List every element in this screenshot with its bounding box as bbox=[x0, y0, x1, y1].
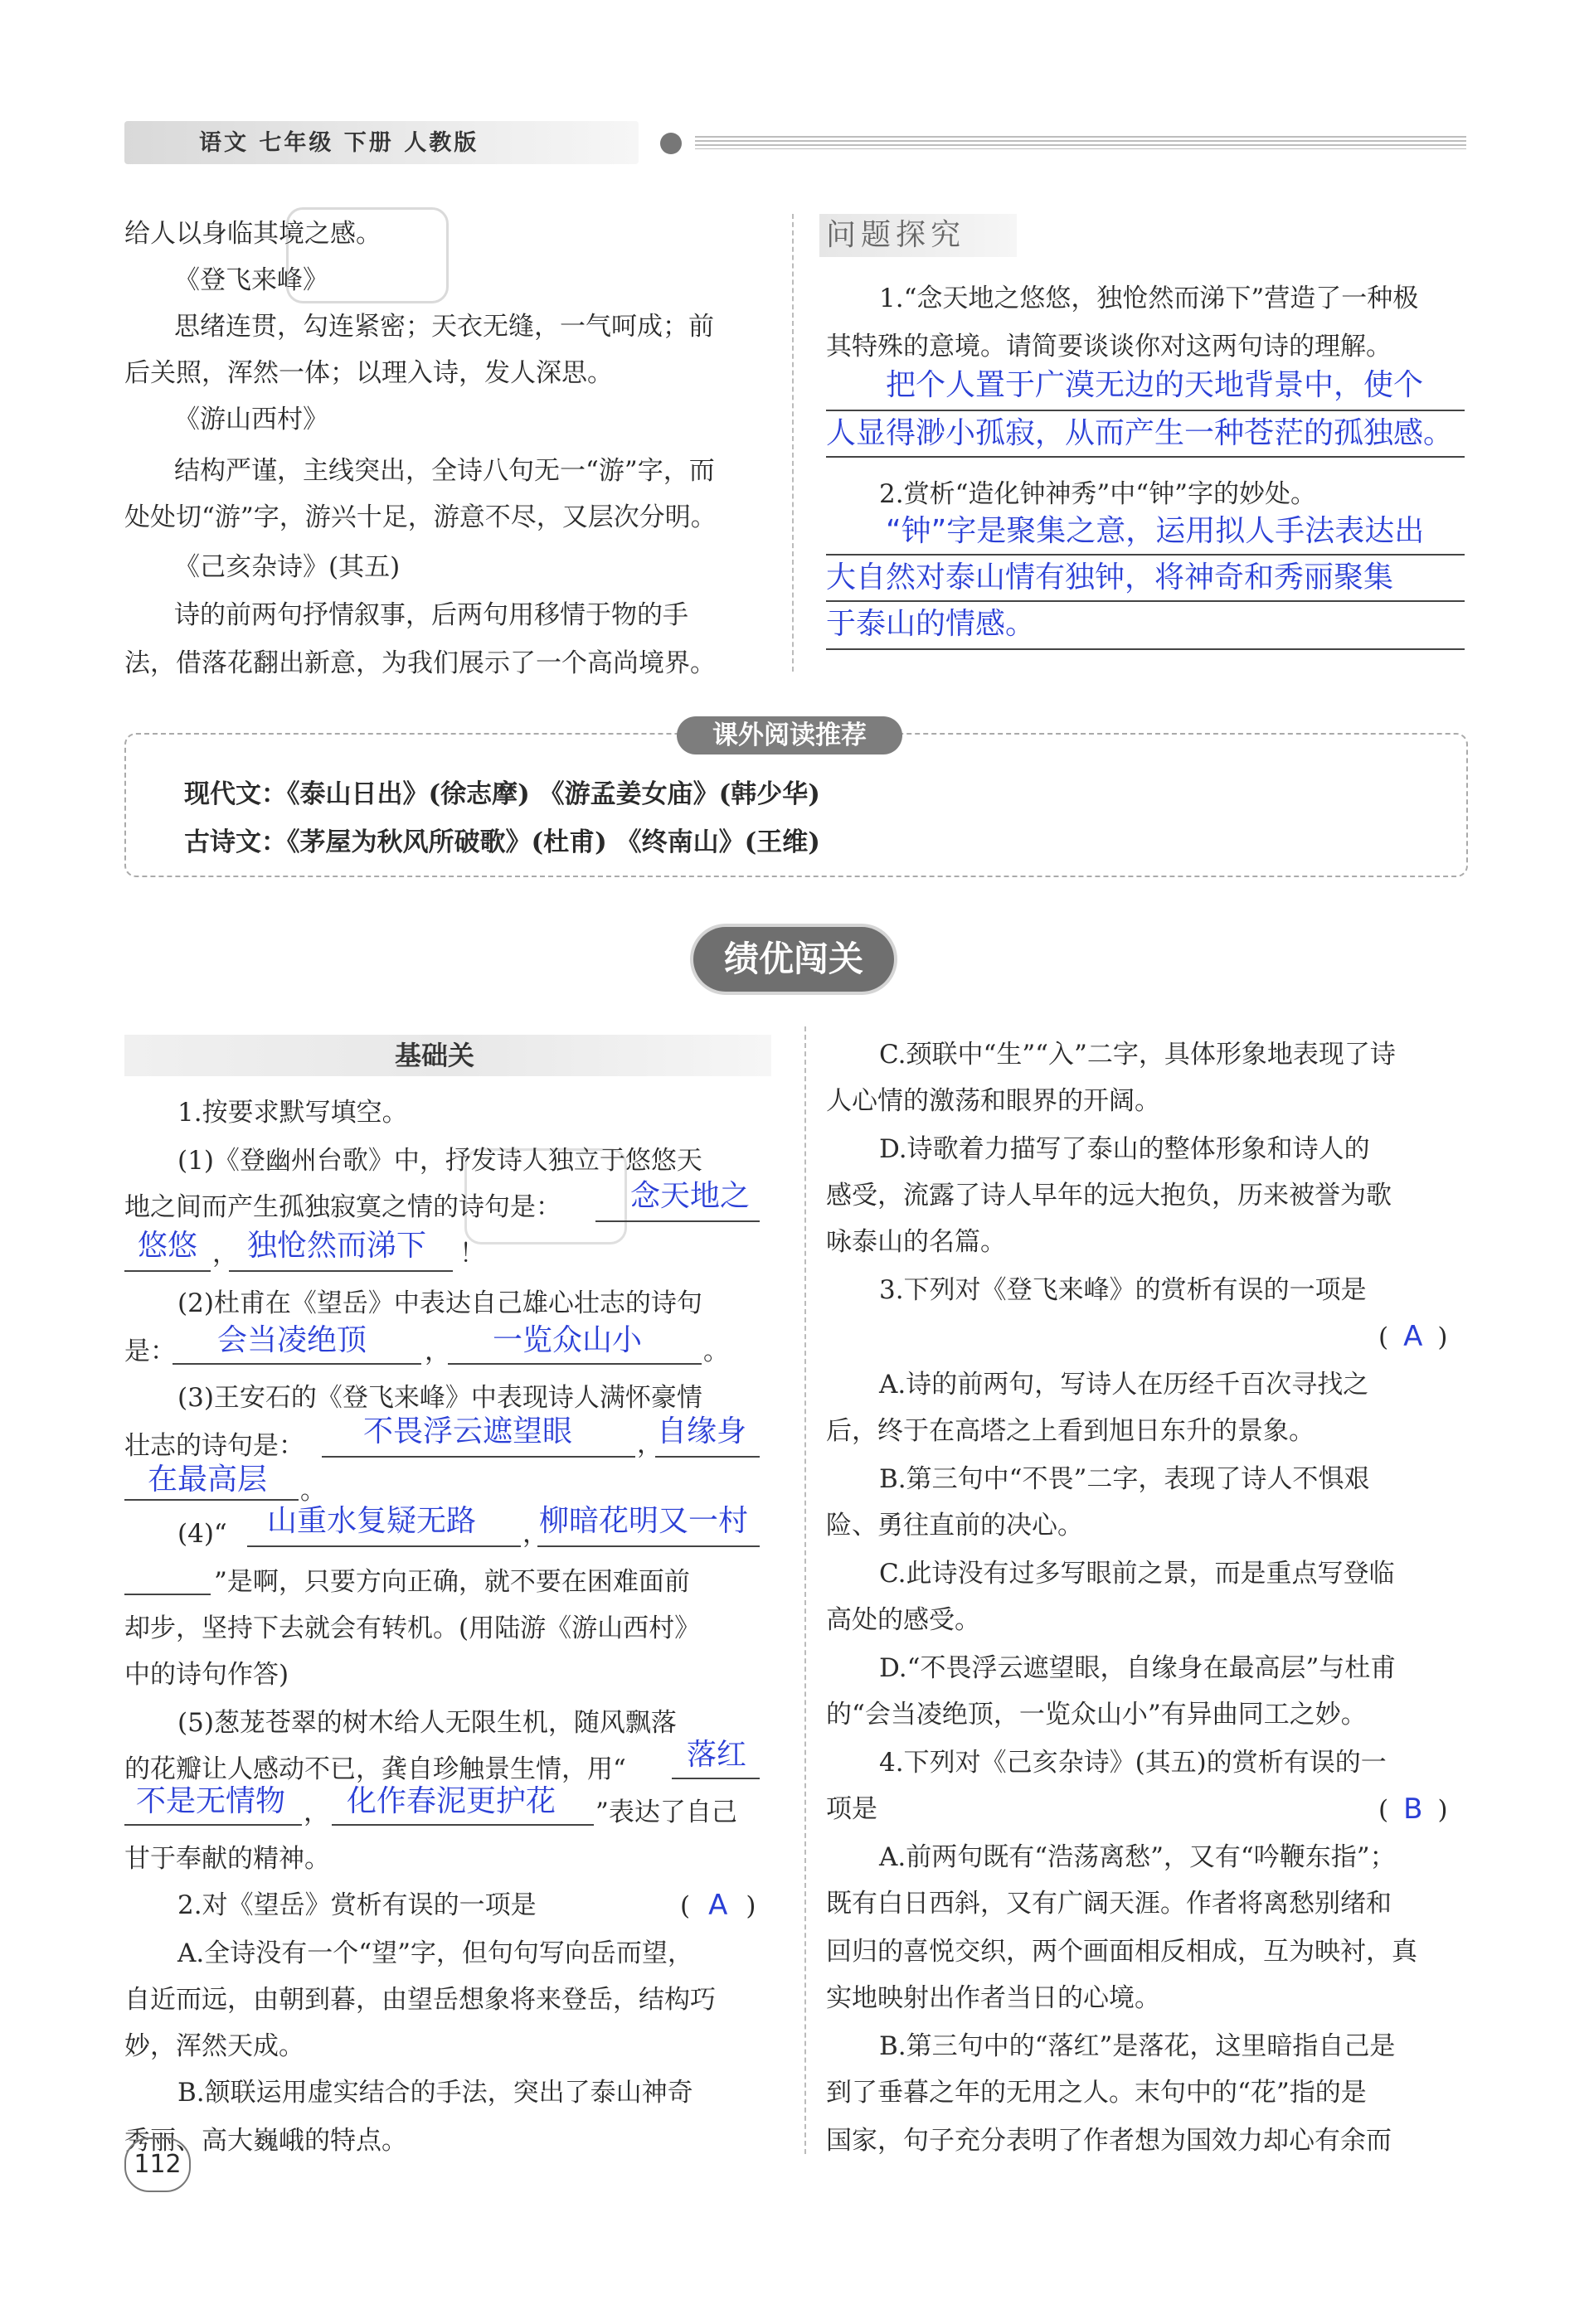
blank-line bbox=[595, 1220, 760, 1222]
option-text: 自近而远，由朝到暮，由望岳想象将来登岳，结构巧 bbox=[124, 1985, 716, 2015]
question-text: 1.“念天地之悠悠，独怆然而涕下”营造了一种极 bbox=[879, 284, 1419, 313]
option-text: 秀丽、高大巍峨的特点。 bbox=[124, 2126, 407, 2156]
question-text: 3.下列对《登飞来峰》的赏析有误的一项是 bbox=[879, 1275, 1367, 1305]
section-title: 绩优闯关 bbox=[693, 927, 894, 992]
blank-line bbox=[537, 1545, 760, 1547]
question-text: 中的诗句作答) bbox=[124, 1660, 289, 1690]
option-text: 的“会当凌绝顶，一览众山小”有异曲同工之妙。 bbox=[826, 1700, 1367, 1730]
answer-handwriting: “钟”字是聚集之意，运用拟人手法表达出 bbox=[886, 514, 1425, 548]
option-text: 人心情的激荡和眼界的开阔。 bbox=[826, 1086, 1160, 1116]
fill-answer: 自缘身 bbox=[657, 1414, 747, 1448]
question-text: ”表达了自己 bbox=[595, 1798, 737, 1827]
fill-answer: 念天地之 bbox=[630, 1179, 751, 1213]
choice-answer: A bbox=[1403, 1320, 1423, 1353]
reading-modern: 现代文：《泰山日出》(徐志摩) 《游孟姜女庙》(韩少华) bbox=[184, 779, 820, 809]
fill-answer: 一览众山小 bbox=[493, 1323, 643, 1357]
note-heading: 《登飞来峰》 bbox=[174, 265, 328, 295]
blank-line bbox=[332, 1824, 594, 1826]
answer-handwriting: 把个人置于广漠无边的天地背景中，使个 bbox=[886, 368, 1424, 402]
fill-answer: 化作春泥更护花 bbox=[347, 1784, 556, 1818]
option-text: 妙，浑然天成。 bbox=[124, 2031, 304, 2061]
sub-title: 基础关 bbox=[395, 1040, 475, 1071]
punctuation: ， bbox=[212, 1239, 238, 1269]
header-dot-icon bbox=[660, 133, 682, 154]
option-text: 到了垂暮之年的无用之人。末句中的“花”指的是 bbox=[826, 2078, 1367, 2108]
option-text: 感受，流露了诗人早年的远大抱负，历来被誉为歌 bbox=[826, 1181, 1392, 1211]
option-text: 回归的喜悦交织，两个画面相反相成，互为映衬，真 bbox=[826, 1937, 1417, 1967]
note-line: 诗的前两句抒情叙事，后两句用移情于物的手 bbox=[174, 600, 688, 630]
column-divider bbox=[804, 1026, 806, 2154]
option-text: C.颈联中“生”“入”二字，具体形象地表现了诗 bbox=[879, 1040, 1396, 1070]
question-text: (2)杜甫在《望岳》中表达自己雄心壮志的诗句 bbox=[177, 1288, 702, 1318]
answer-line bbox=[826, 456, 1465, 458]
answer-bracket: ( A ) bbox=[1378, 1320, 1448, 1353]
question-text: 4.下列对《己亥杂诗》(其五)的赏析有误的一 bbox=[879, 1748, 1387, 1778]
question-text: 甘于奉献的精神。 bbox=[124, 1844, 330, 1874]
blank-line bbox=[124, 1824, 302, 1826]
option-text: A.全诗没有一个“望”字，但句句写向岳而望， bbox=[177, 1938, 693, 1968]
blank-line bbox=[322, 1456, 635, 1458]
fill-answer: 不是无情物 bbox=[136, 1784, 286, 1818]
punctuation: ！ bbox=[459, 1239, 485, 1269]
note-line: 思绪连贯，勾连紧密；天衣无缝，一气呵成；前 bbox=[174, 312, 714, 342]
fill-answer: 山重水复疑无路 bbox=[267, 1504, 477, 1538]
reading-classical: 古诗文：《茅屋为秋风所破歌》(杜甫) 《终南山》(王维) bbox=[184, 827, 820, 857]
option-text: B.颔联运用虚实结合的手法，突出了泰山神奇 bbox=[177, 2078, 693, 2108]
punctuation: ， bbox=[522, 1519, 548, 1549]
fill-answer: 独怆然而涕下 bbox=[247, 1229, 427, 1263]
option-text: 咏泰山的名篇。 bbox=[826, 1227, 1006, 1257]
option-text: B.第三句中的“落红”是落花，这里暗指自己是 bbox=[879, 2031, 1396, 2061]
option-text: 既有白日西斜，又有广阔天涯。作者将离愁别绪和 bbox=[826, 1889, 1392, 1919]
note-line: 处处切“游”字，游兴十足，游意不尽，又层次分明。 bbox=[124, 502, 717, 532]
answer-handwriting: 人显得渺小孤寂，从而产生一种苍茫的孤独感。 bbox=[826, 416, 1454, 450]
question-text: ”是啊，只要方向正确，就不要在困难面前 bbox=[214, 1567, 690, 1597]
option-text: A.诗的前两句，写诗人在历经千百次寻找之 bbox=[879, 1370, 1369, 1400]
option-text: 后，终于在高塔之上看到旭日东升的景象。 bbox=[826, 1416, 1315, 1446]
option-text: 险、勇往直前的决心。 bbox=[826, 1511, 1083, 1540]
header-rule bbox=[695, 136, 1466, 149]
note-line: 结构严谨，主线突出，全诗八句无一“游”字，而 bbox=[174, 456, 715, 486]
blank-line bbox=[124, 1270, 211, 1272]
fill-answer: 不畏浮云遮望眼 bbox=[363, 1414, 573, 1448]
question-text: (5)葱茏苍翠的树木给人无限生机，随风飘落 bbox=[177, 1708, 677, 1738]
punctuation: 。 bbox=[703, 1337, 729, 1366]
note-heading: 《己亥杂诗》(其五) bbox=[174, 552, 401, 582]
question-text: 的花瓣让人感动不已，龚自珍触景生情，用“ bbox=[124, 1754, 626, 1784]
question-text: (3)王安石的《登飞来峰》中表现诗人满怀豪情 bbox=[177, 1383, 702, 1413]
answer-bracket: ( A ) bbox=[680, 1889, 756, 1922]
answer-handwriting: 大自然对泰山情有独钟，将神奇和秀丽聚集 bbox=[826, 560, 1394, 594]
punctuation: ， bbox=[425, 1337, 450, 1366]
punctuation: ， bbox=[637, 1429, 663, 1459]
question-text: 其特殊的意境。请简要谈谈你对这两句诗的理解。 bbox=[826, 332, 1392, 361]
option-text: B.第三句中“不畏”二字，表现了诗人不惧艰 bbox=[879, 1464, 1370, 1494]
fill-answer: 悠悠 bbox=[138, 1229, 198, 1263]
option-text: 实地映射出作者当日的心境。 bbox=[826, 1983, 1160, 2013]
fill-answer: 落红 bbox=[687, 1738, 747, 1772]
fill-answer: 在最高层 bbox=[148, 1463, 268, 1497]
option-text: D.诗歌着力描写了泰山的整体形象和诗人的 bbox=[879, 1134, 1370, 1164]
fill-answer: 柳暗花明又一村 bbox=[539, 1504, 749, 1538]
column-divider bbox=[792, 214, 794, 672]
question-text: (4)“ bbox=[177, 1519, 227, 1549]
blank-line bbox=[448, 1363, 702, 1365]
answer-handwriting: 于泰山的情感。 bbox=[826, 607, 1036, 641]
explore-tag: 问题探究 bbox=[819, 214, 1017, 257]
question-text: 壮志的诗句是： bbox=[124, 1431, 304, 1461]
blank-line bbox=[655, 1456, 760, 1458]
header-title: 语文 七年级 下册 人教版 bbox=[199, 130, 479, 156]
punctuation: ， bbox=[304, 1798, 329, 1827]
question-text: 地之间而产生孤独寂寞之情的诗句是： bbox=[124, 1192, 561, 1222]
blank-line bbox=[229, 1270, 453, 1272]
question-text: (1)《登幽州台歌》中，抒发诗人独立于悠悠天 bbox=[177, 1146, 702, 1176]
choice-answer: A bbox=[708, 1889, 728, 1922]
note-line: 后关照，浑然一体；以理入诗，发人深思。 bbox=[124, 358, 613, 388]
page-number: 112 bbox=[124, 2137, 191, 2192]
choice-answer: B bbox=[1403, 1793, 1423, 1826]
question-text: 项是 bbox=[826, 1794, 877, 1824]
question-text: 2.对《望岳》赏析有误的一项是 bbox=[177, 1890, 537, 1920]
option-text: 国家，句子充分表明了作者想为国效力却心有余而 bbox=[826, 2126, 1392, 2156]
option-text: A.前两句既有“浩荡离愁”，又有“吟鞭东指”； bbox=[879, 1842, 1396, 1872]
fill-answer: 会当凌绝顶 bbox=[217, 1323, 367, 1357]
note-line: 给人以身临其境之感。 bbox=[124, 219, 381, 249]
blank-line bbox=[672, 1778, 760, 1779]
question-text: 2.赏析“造化钟神秀”中“钟”字的妙处。 bbox=[879, 479, 1316, 509]
option-text: D.“不畏浮云遮望眼，自缘身在最高层”与杜甫 bbox=[879, 1653, 1397, 1683]
punctuation: 。 bbox=[300, 1476, 326, 1506]
question-text: 1.按要求默写填空。 bbox=[177, 1098, 408, 1128]
blank-line bbox=[173, 1363, 421, 1365]
question-text: 却步，坚持下去就会有转机。(用陆游《游山西村》 bbox=[124, 1613, 701, 1643]
answer-line bbox=[826, 648, 1465, 650]
note-heading: 《游山西村》 bbox=[174, 405, 328, 434]
blank-line bbox=[247, 1545, 521, 1547]
question-text: 是： bbox=[124, 1337, 176, 1366]
note-line: 法，借落花翻出新意，为我们展示了一个高尚境界。 bbox=[124, 648, 716, 678]
option-text: 高处的感受。 bbox=[826, 1605, 980, 1635]
option-text: C.此诗没有过多写眼前之景，而是重点写登临 bbox=[879, 1559, 1395, 1589]
answer-bracket: ( B ) bbox=[1378, 1793, 1448, 1826]
reading-title: 课外阅读推荐 bbox=[677, 716, 902, 754]
blank-line bbox=[124, 1594, 211, 1595]
